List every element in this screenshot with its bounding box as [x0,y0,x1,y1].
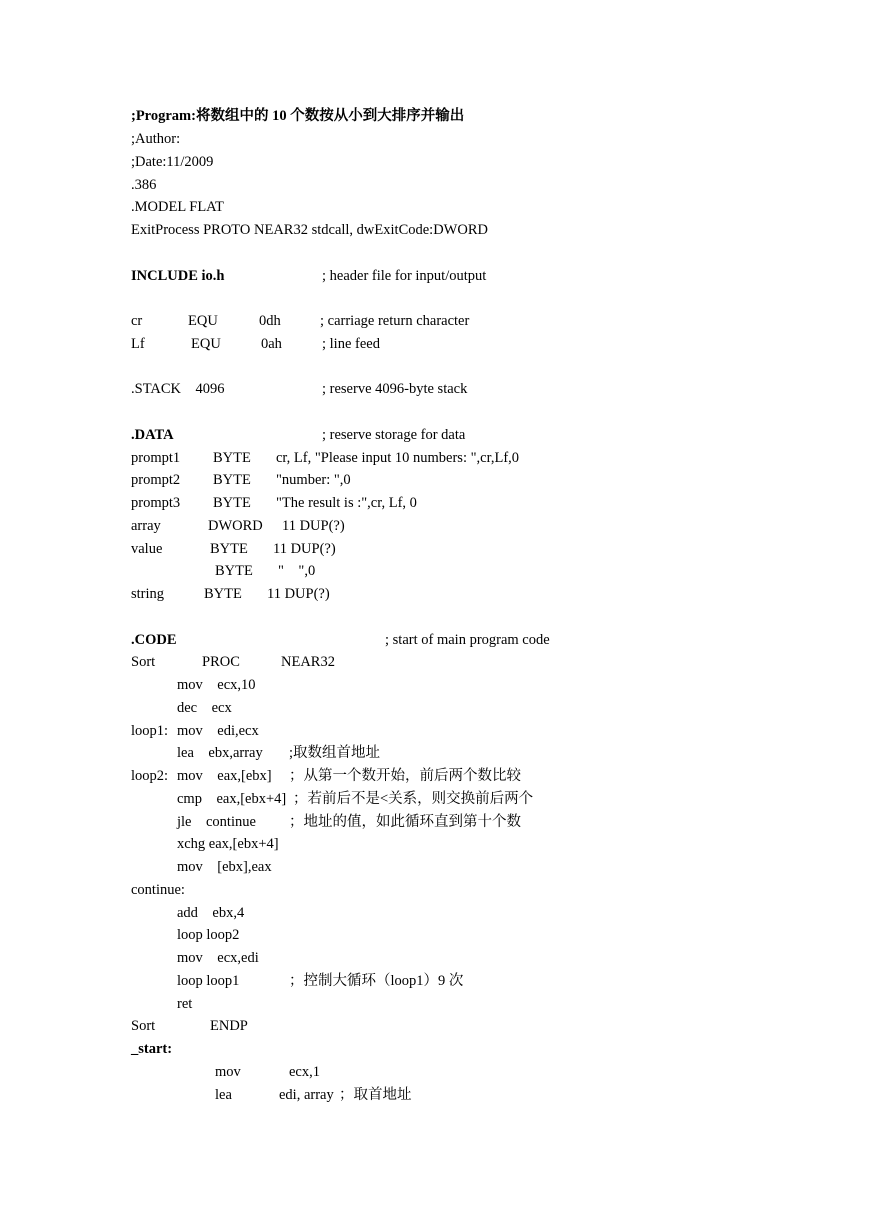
data-name: prompt3 [131,495,181,511]
code-instr: xchg eax,[ebx+4] [177,836,279,852]
data-value: 11 DUP(?) [282,518,345,534]
data-row [131,469,771,491]
code-comment: ；控制大循环（loop1）9 次 [289,973,464,989]
equ-comment: ; carriage return character [320,313,470,329]
proc-arg: NEAR32 [281,654,335,670]
code-directive: .CODE [131,632,177,648]
data-type: BYTE [204,586,242,602]
code-line [131,879,771,901]
data-comment: ; reserve storage for data [322,427,466,443]
code-instr: loop loop2 [177,927,240,943]
start-comment: ；取首地址 [339,1087,412,1103]
equ-line-cr [131,310,731,332]
code-comment: ；地址的值，如此循环直到第十个数 [289,814,521,830]
code-instr: add ebx,4 [177,905,245,921]
data-type: DWORD [208,518,263,534]
data-name: string [131,586,165,602]
start-op: mov [215,1064,241,1080]
code-line [131,697,771,719]
data-value: "number: ",0 [276,472,351,488]
start-op: lea [215,1087,232,1103]
endp-op: ENDP [210,1018,248,1034]
code-line [131,742,771,764]
author-comment: ;Author: [131,131,181,147]
stack-directive: .STACK 4096 [131,381,225,397]
sort-endp-line [131,1015,771,1037]
equ-comment: ; line feed [322,336,380,352]
data-type: BYTE [213,472,251,488]
equ-op: EQU [191,336,221,352]
data-value: cr, Lf, "Please input 10 numbers: ",cr,Lf,0 [276,450,520,466]
data-row [131,560,771,582]
code-label: loop1: [131,723,169,739]
start-code-line [131,1084,771,1106]
code-line [131,924,771,946]
code-instr: jle continue [177,814,256,830]
sort-proc-line [131,651,771,673]
start-args: ecx,1 [289,1064,320,1080]
code-line [131,720,771,742]
code-comment: ; start of main program code [385,632,550,648]
endp-name: Sort [131,1018,156,1034]
data-row [131,492,771,514]
code-instr: cmp eax,[ebx+4] [177,791,287,807]
model-directive: .MODEL FLAT [131,199,224,215]
code-line [131,811,771,833]
code-line [131,674,771,696]
code-instr: ret [177,996,193,1012]
code-instr: lea ebx,array [177,745,263,761]
data-type: BYTE [215,563,253,579]
code-line [131,833,771,855]
start-code-line [131,1061,771,1083]
data-value: "The result is :",cr, Lf, 0 [276,495,417,511]
data-value: " ",0 [278,563,316,579]
data-directive: .DATA [131,427,174,443]
exit-proto-line: ExitProcess PROTO NEAR32 stdcall, dwExitCode:DWORD [131,222,488,238]
data-value: 11 DUP(?) [267,586,330,602]
code-line [131,993,771,1015]
code-line [131,902,771,924]
code-label: continue: [131,882,185,898]
include-directive: INCLUDE io.h [131,268,225,284]
proc-op: PROC [202,654,240,670]
code-line [131,947,771,969]
data-row [131,515,771,537]
data-value: 11 DUP(?) [273,541,336,557]
code-comment: ；若前后不是<关系，则交换前后两个 [293,791,534,807]
code-line [131,856,771,878]
code-comment: ；从第一个数开始，前后两个数比较 [289,768,521,784]
code-instr: mov [ebx],eax [177,859,272,875]
include-line [131,265,731,287]
equ-line-lf [131,333,731,355]
start-label: _start: [131,1041,173,1057]
code-instr: mov ecx,10 [177,677,256,693]
data-row [131,447,771,469]
data-row [131,538,771,560]
code-instr: mov edi,ecx [177,723,259,739]
code-instr: mov ecx,edi [177,950,259,966]
data-name: value [131,541,163,557]
code-comment: ;取数组首地址 [289,745,381,761]
code-line [131,970,771,992]
proc-name: Sort [131,654,156,670]
date-comment: ;Date:11/2009 [131,154,214,170]
cpu-directive: .386 [131,177,157,193]
equ-name: Lf [131,336,145,352]
equ-value: 0dh [259,313,281,329]
start-args: edi, array [279,1087,334,1103]
data-row [131,583,771,605]
equ-op: EQU [188,313,218,329]
code-instr: mov eax,[ebx] [177,768,272,784]
stack-comment: ; reserve 4096-byte stack [322,381,468,397]
code-line [131,788,771,810]
equ-name: cr [131,313,143,329]
code-directive-line [131,629,771,651]
code-instr: loop loop1 [177,973,240,989]
code-line [131,765,771,787]
stack-line [131,378,731,400]
program-comment: ;Program:将数组中的 10 个数按从小到大排序并输出 [131,108,465,124]
code-instr: dec ecx [177,700,232,716]
data-name: prompt1 [131,450,181,466]
data-name: prompt2 [131,472,181,488]
data-type: BYTE [213,450,251,466]
code-label: loop2: [131,768,169,784]
data-name: array [131,518,161,534]
data-directive-line [131,424,731,446]
data-type: BYTE [210,541,248,557]
data-type: BYTE [213,495,251,511]
include-comment: ; header file for input/output [322,268,487,284]
equ-value: 0ah [261,336,282,352]
